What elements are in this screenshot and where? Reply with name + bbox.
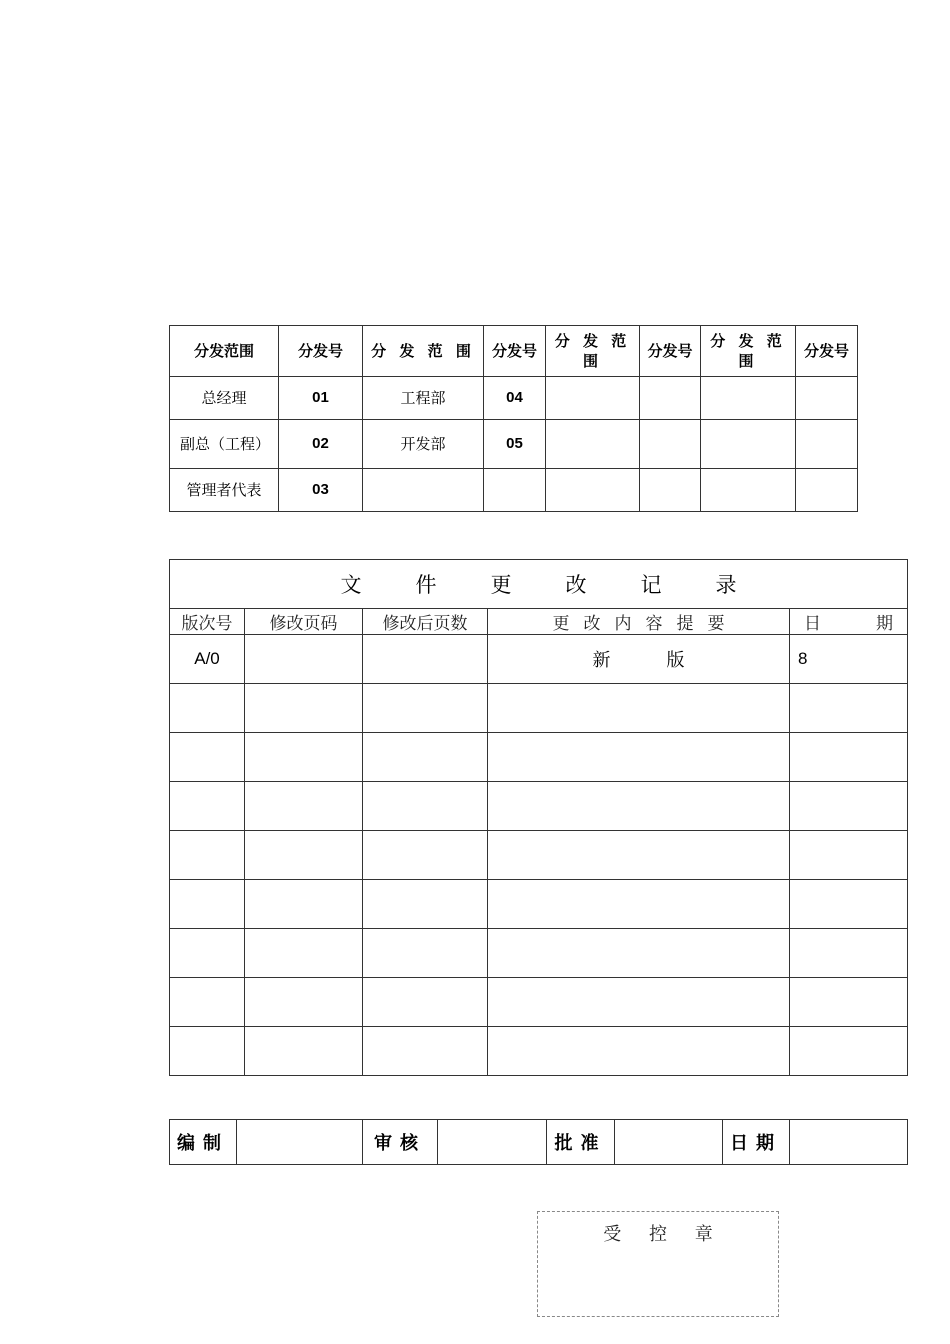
header-number-3: 分发号 [640,326,701,377]
summary-cell [488,929,790,978]
scope-cell [546,469,640,512]
pagecount-cell [363,635,488,684]
distribution-table [169,325,858,512]
summary-header: 更 改 内 容 提 要 [488,609,790,635]
version-cell [170,1027,245,1076]
change-record-row [170,684,908,733]
scope-cell: 副总（工程） [170,420,279,469]
number-cell: 05 [484,420,546,469]
prepared-label: 编制 [170,1120,237,1165]
number-cell [796,420,858,469]
pages-header: 修改页码 [245,609,363,635]
number-cell [640,420,701,469]
date-cell [790,831,908,880]
pages-cell [245,929,363,978]
summary-cell [488,880,790,929]
summary-cell [488,684,790,733]
change-record-row [170,978,908,1027]
number-cell [640,469,701,512]
header-number-4: 分发号 [796,326,858,377]
signoff-table [169,1119,908,1165]
summary-cell: 新 版 [488,635,790,684]
scope-cell [363,469,484,512]
pages-cell [245,978,363,1027]
pages-cell [245,1027,363,1076]
pagecount-cell [363,733,488,782]
pages-cell [245,831,363,880]
pagecount-cell [363,831,488,880]
date-cell [790,733,908,782]
scope-cell [546,377,640,420]
distribution-row [170,469,858,512]
signoff-row [170,1120,908,1165]
number-cell [796,377,858,420]
scope-cell: 工程部 [363,377,484,420]
scope-cell: 总经理 [170,377,279,420]
version-cell [170,978,245,1027]
summary-cell [488,1027,790,1076]
date-cell [790,1027,908,1076]
pagecount-cell [363,978,488,1027]
scope-cell [701,420,796,469]
change-record-table [169,559,908,1076]
pagecount-cell [363,929,488,978]
pagecount-cell [363,684,488,733]
number-cell: 01 [279,377,363,420]
number-cell [796,469,858,512]
change-record-row [170,782,908,831]
pagecount-cell [363,880,488,929]
version-cell [170,733,245,782]
summary-cell [488,978,790,1027]
pagecount-header: 修改后页数 [363,609,488,635]
pagecount-cell [363,782,488,831]
change-record-header-row [170,609,908,635]
version-cell [170,880,245,929]
header-number-1: 分发号 [279,326,363,377]
summary-cell [488,733,790,782]
scope-cell: 管理者代表 [170,469,279,512]
date-cell [790,929,908,978]
number-cell [484,469,546,512]
number-cell: 02 [279,420,363,469]
scope-cell: 开发部 [363,420,484,469]
summary-cell [488,831,790,880]
header-scope-1: 分发范围 [170,326,279,377]
version-cell: A/0 [170,635,245,684]
header-scope-2: 分 发 范 围 [363,326,484,377]
approved-field[interactable] [615,1120,723,1165]
date-cell: 8 [790,635,908,684]
change-record-row [170,929,908,978]
control-stamp-box [537,1211,779,1317]
change-record-row [170,635,908,684]
summary-cell [488,782,790,831]
header-number-2: 分发号 [484,326,546,377]
version-header: 版次号 [170,609,245,635]
change-record-row [170,880,908,929]
change-record-title-row [170,560,908,609]
change-record-row [170,1027,908,1076]
reviewed-field[interactable] [438,1120,547,1165]
version-cell [170,782,245,831]
control-stamp-label: 受 控 章 [603,1224,713,1245]
reviewed-label: 审核 [363,1120,438,1165]
prepared-field[interactable] [237,1120,363,1165]
change-record-title: 文 件 更 改 记 录 [170,560,908,609]
date-label: 日期 [723,1120,790,1165]
number-cell [640,377,701,420]
approved-label: 批准 [547,1120,615,1165]
pages-cell [245,782,363,831]
distribution-row [170,377,858,420]
change-record-row [170,733,908,782]
number-cell: 04 [484,377,546,420]
pages-cell [245,733,363,782]
date-field[interactable] [790,1120,908,1165]
number-cell: 03 [279,469,363,512]
distribution-row [170,420,858,469]
pages-cell [245,635,363,684]
pages-cell [245,684,363,733]
scope-cell [701,377,796,420]
date-cell [790,978,908,1027]
scope-cell [701,469,796,512]
date-cell [790,880,908,929]
date-cell [790,684,908,733]
header-scope-4: 分 发 范 围 [701,326,796,377]
distribution-header-row [170,326,858,377]
header-scope-3: 分 发 范 围 [546,326,640,377]
pages-cell [245,880,363,929]
version-cell [170,831,245,880]
pagecount-cell [363,1027,488,1076]
version-cell [170,929,245,978]
date-header: 日 期 [790,609,908,635]
change-record-row [170,831,908,880]
date-cell [790,782,908,831]
scope-cell [546,420,640,469]
version-cell [170,684,245,733]
